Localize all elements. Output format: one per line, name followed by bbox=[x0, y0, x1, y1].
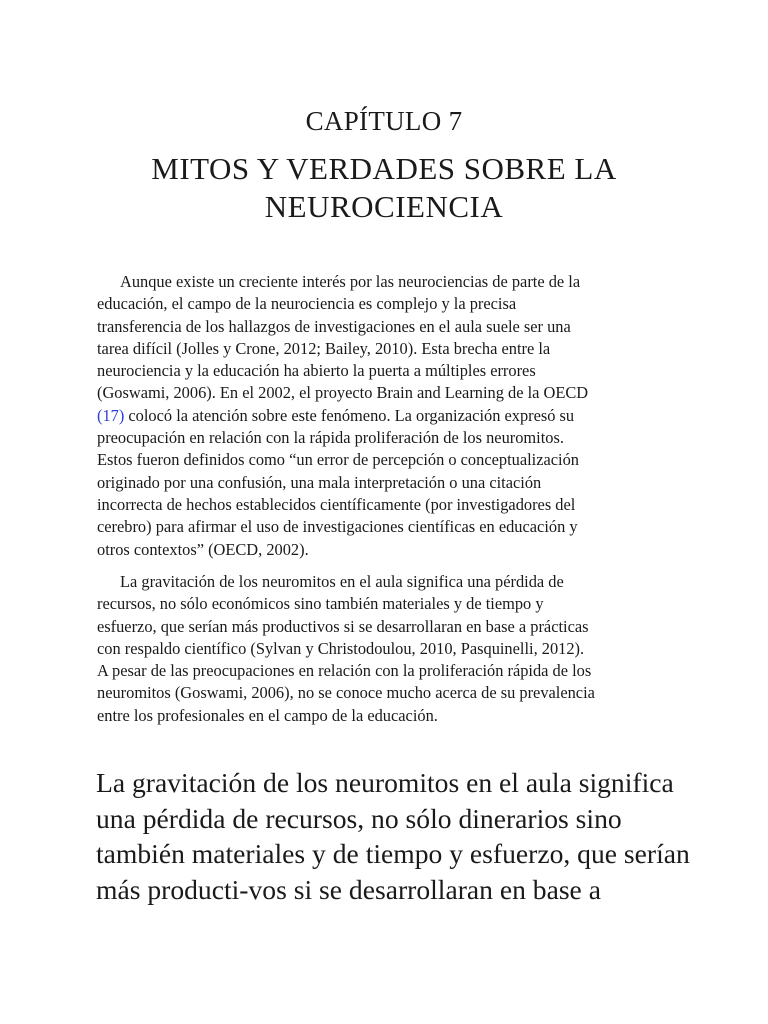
excerpt-line: más producti-vos si se desarrollaran en base a bbox=[96, 873, 601, 905]
text-line: entre los profesionales en el campo de la educación. bbox=[97, 705, 438, 725]
text-line: incorrecta de hechos establecidos científicamente (por investigadores del bbox=[97, 494, 576, 514]
text-line: La gravitación de los neuromitos en el aula significa una pérdida de bbox=[120, 572, 564, 591]
chapter-label: CAPÍTULO 7 bbox=[305, 106, 463, 136]
text-line: neurociencia y la educación ha abierto la puerta a múltiples errores bbox=[97, 361, 536, 381]
text-line: (Goswami, 2006). En el 2002, el proyecto Brain and Learning de la OECD bbox=[97, 383, 589, 403]
reference-link[interactable]: (17) bbox=[97, 405, 125, 425]
paragraph-gravitation bbox=[97, 571, 677, 727]
text-line bbox=[97, 405, 677, 427]
text-line: recursos, no sólo económicos sino también materiales y de tiempo y bbox=[97, 594, 544, 614]
chapter-title bbox=[100, 150, 668, 226]
text-line: originado por una confusión, una mala interpretación o una citación bbox=[97, 472, 542, 492]
excerpt-line: también materiales y de tiempo y esfuerzo, que serían bbox=[96, 838, 690, 869]
text-line: Estos fueron definidos como “un error de percepción o conceptualización bbox=[97, 450, 579, 470]
text-line: A pesar de las preocupaciones en relación con la proliferación rápida de los bbox=[97, 661, 592, 681]
text-line: neuromitos (Goswami, 2006), no se conoce mucho acerca de su prevalencia bbox=[97, 683, 595, 703]
excerpt-line: La gravitación de los neuromitos en el aula significa bbox=[96, 767, 674, 798]
text-line: con respaldo científico (Sylvan y Christodoulou, 2010, Pasquinelli, 2012). bbox=[97, 638, 585, 658]
text-line: educación, el campo de la neurociencia es complejo y la precisa bbox=[97, 294, 517, 314]
text-line: Aunque existe un creciente interés por las neurociencias de parte de la bbox=[120, 272, 581, 291]
chapter-title-line: NEUROCIENCIA bbox=[264, 189, 504, 224]
text-line: esfuerzo, que serían más productivos si se desarrollaran en base a prácticas bbox=[97, 616, 589, 636]
excerpt-line: una pérdida de recursos, no sólo dinerarios sino bbox=[96, 802, 622, 834]
text-line: preocupación en relación con la rápida proliferación de los neuromitos. bbox=[97, 428, 564, 448]
large-excerpt bbox=[96, 765, 696, 907]
text-line-rest: colocó la atención sobre este fenómeno. La organización expresó su bbox=[124, 405, 575, 425]
paragraph-intro bbox=[97, 271, 677, 561]
chapter-title-line: MITOS Y VERDADES SOBRE LA bbox=[151, 151, 617, 186]
text-line: otros contextos” (OECD, 2002). bbox=[97, 539, 309, 559]
text-line: cerebro) para afirmar el uso de investigaciones científicas en educación y bbox=[97, 517, 578, 537]
text-line: transferencia de los hallazgos de investigaciones en el aula suele ser una bbox=[97, 316, 571, 336]
text-line: tarea difícil (Jolles y Crone, 2012; Bailey, 2010). Esta brecha entre la bbox=[97, 338, 551, 358]
